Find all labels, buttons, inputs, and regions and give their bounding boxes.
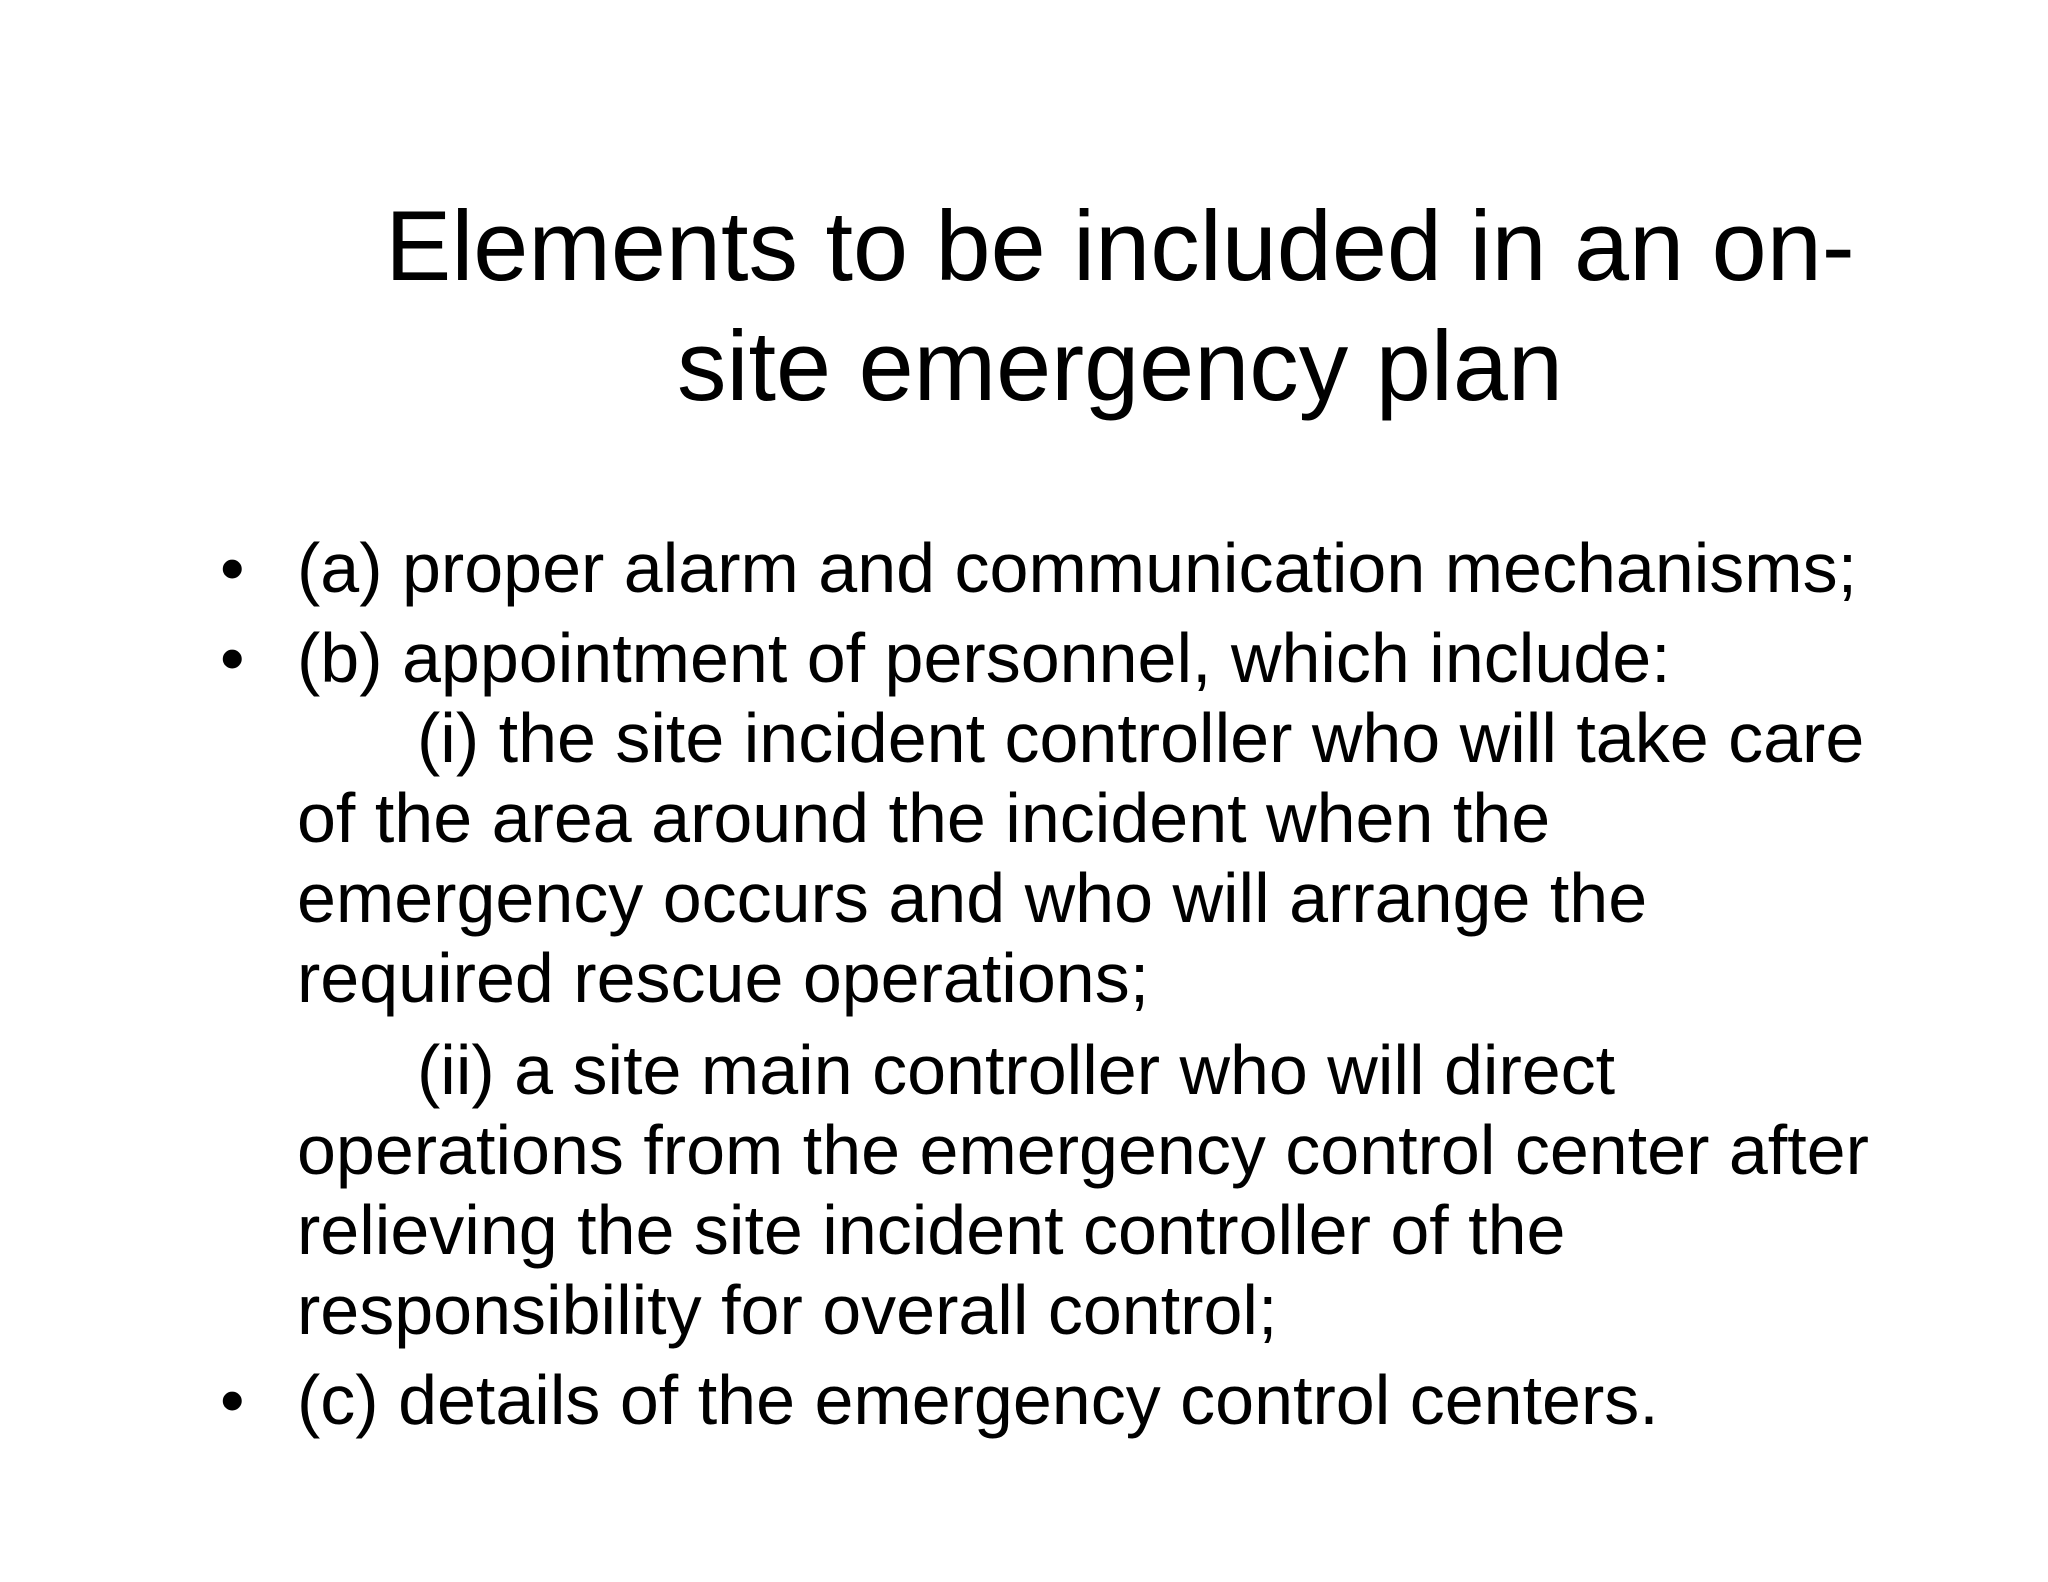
sub-item-i-line: required rescue operations; [297,939,1150,1017]
sub-item-ii-line: operations from the emergency control center after [297,1111,1869,1189]
bullet-icon: • [220,619,245,697]
list-item-a [220,528,1980,608]
item-b-text: (b) appointment of personnel, which include: [297,619,1671,697]
item-c-text: (c) details of the emergency control centers. [297,1361,1659,1439]
sub-item-i-first-line: (i) the site incident controller who will take care [417,699,1865,777]
list-item-b [220,618,1980,1350]
list-item-c [220,1360,1980,1440]
item-a-text: (a) proper alarm and communication mechanisms; [297,529,1858,607]
sub-item-ii-line: responsibility for overall control; [297,1271,1278,1349]
slide-title [300,186,1940,426]
sub-item-ii-line: relieving the site incident controller of the [297,1191,1566,1269]
title-line-2: site emergency plan [677,310,1563,421]
bullet-icon: • [220,1361,245,1439]
bullet-list [220,528,1980,1440]
sub-item-i [297,698,1980,1018]
bullet-icon: • [220,529,245,607]
title-line-1: Elements to be included in an on- [385,190,1855,301]
sub-item-ii-first-line: (ii) a site main controller who will direct [417,1031,1616,1109]
sub-item-i-line: of the area around the incident when the [297,779,1551,857]
sub-item-i-line: emergency occurs and who will arrange the [297,859,1648,937]
sub-item-ii [297,1030,1980,1350]
